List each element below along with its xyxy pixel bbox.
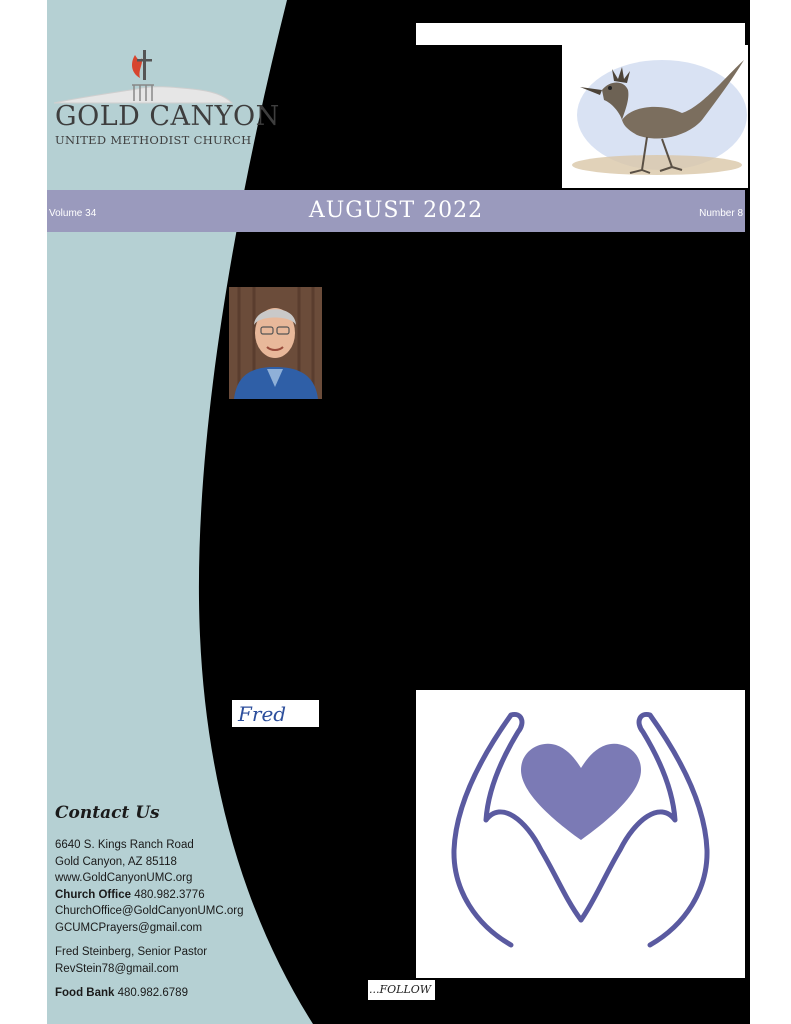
church-name: GOLD CANYON [55, 101, 280, 132]
issue-title: AUGUST 2022 [308, 198, 484, 223]
food-bank-line [55, 985, 285, 1002]
heart-in-hands-image [416, 690, 745, 978]
prayers-email-link[interactable]: GCUMCPrayers@gmail.com [55, 921, 203, 934]
office-email-link[interactable]: ChurchOffice@GoldCanyonUMC.org [55, 905, 244, 917]
food-bank-phone[interactable]: 480.982.6789 [117, 987, 188, 999]
address-line-2: Gold Canyon, AZ 85118 [55, 855, 177, 868]
website-link[interactable]: www.GoldCanyonUMC.org [55, 872, 193, 884]
cross-and-flame-icon [52, 45, 242, 105]
pastor-name: Fred Steinberg, Senior Pastor [55, 946, 208, 958]
pastor-photo [229, 287, 322, 399]
roadrunner-image [562, 45, 748, 188]
church-subtitle: UNITED METHODIST CHURCH [55, 133, 252, 147]
pastor-signature [232, 700, 319, 727]
church-office-line [55, 887, 285, 904]
contact-heading: Contact Us [55, 803, 160, 823]
pastor-email-link[interactable]: RevStein78@gmail.com [55, 962, 179, 975]
follow-text: ...FOLLOW [368, 980, 435, 1000]
contact-section [55, 803, 285, 1002]
issue-number: Number 8 [699, 208, 743, 219]
food-bank-label: Food Bank [55, 987, 115, 999]
address-line-1: 6640 S. Kings Ranch Road [55, 839, 194, 851]
header-text-area [416, 23, 745, 45]
office-label: Church Office [55, 888, 132, 901]
volume-label: Volume 34 [49, 208, 97, 219]
svg-text:Fred: Fred [238, 702, 287, 726]
church-logo [52, 45, 280, 155]
newsletter-banner [47, 190, 745, 232]
office-phone[interactable]: 480.982.3776 [134, 888, 205, 901]
